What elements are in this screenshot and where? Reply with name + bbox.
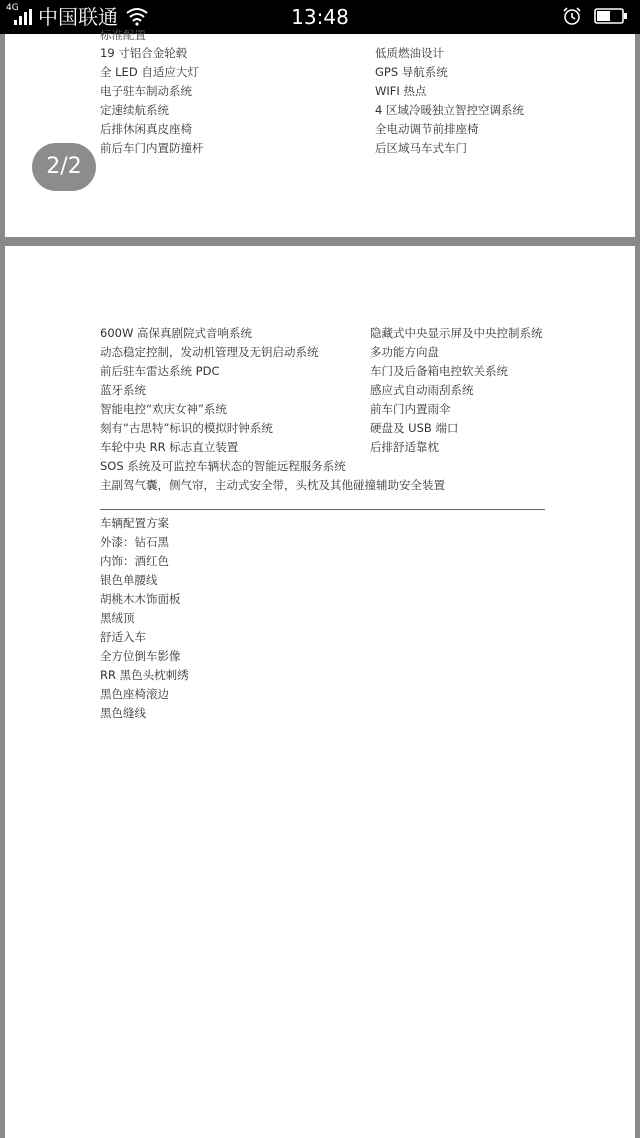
- config-item: 全方位倒车影像: [100, 649, 181, 663]
- clock-time: 13:48: [291, 5, 349, 29]
- feature-left: 主副驾气囊，侧气帘，主动式安全带，头枕及其他碰撞辅助安全装置: [100, 478, 445, 492]
- feature-left: 定速续航系统: [100, 103, 169, 117]
- feature-right: 车门及后备箱电控软关系统: [370, 364, 508, 378]
- feature-right: 硬盘及 USB 端口: [370, 421, 459, 435]
- feature-right: GPS 导航系统: [375, 65, 448, 79]
- battery-icon: [594, 8, 628, 24]
- feature-left: 后排休闲真皮座椅: [100, 122, 192, 136]
- config-item: 外漆：钻石黑: [100, 535, 169, 549]
- feature-right: 隐藏式中央显示屏及中央控制系统: [370, 326, 543, 340]
- feature-right: 后区域马车式车门: [375, 141, 467, 155]
- config-item: RR 黑色头枕刺绣: [100, 668, 189, 682]
- status-bar: [0, 0, 640, 34]
- config-item: 黑绒顶: [100, 611, 135, 625]
- feature-left: SOS 系统及可监控车辆状态的智能远程服务系统: [100, 459, 346, 473]
- document-page-1: [5, 28, 635, 237]
- feature-left: 600W 高保真剧院式音响系统: [100, 326, 252, 340]
- partial-heading: 标准配置: [100, 28, 146, 42]
- feature-right: 低质燃油设计: [375, 46, 444, 60]
- feature-left: 前后车门内置防撞杆: [100, 141, 204, 155]
- feature-left: 电子驻车制动系统: [100, 84, 192, 98]
- network-type-label: 4G: [6, 3, 19, 13]
- feature-left: 刻有“古思特”标识的模拟时钟系统: [100, 421, 273, 435]
- carrier-name: 中国联通: [38, 5, 118, 29]
- feature-right: 多功能方向盘: [370, 345, 439, 359]
- config-heading: 车辆配置方案: [100, 516, 169, 530]
- feature-right: WIFI 热点: [375, 84, 427, 98]
- feature-right: 后排舒适靠枕: [370, 440, 439, 454]
- feature-left: 全 LED 自适应大灯: [100, 65, 199, 79]
- feature-left: 智能电控“欢庆女神”系统: [100, 402, 227, 416]
- feature-right: 全电动调节前排座椅: [375, 122, 479, 136]
- document-page-2: [5, 246, 635, 1138]
- feature-right: 前车门内置雨伞: [370, 402, 451, 416]
- section-divider: [100, 509, 545, 510]
- config-item: 内饰：酒红色: [100, 554, 169, 568]
- config-item: 胡桃木木饰面板: [100, 592, 181, 606]
- feature-left: 19 寸铝合金轮毂: [100, 46, 188, 60]
- feature-left: 蓝牙系统: [100, 383, 146, 397]
- config-item: 黑色缝线: [100, 706, 146, 720]
- config-item: 舒适入车: [100, 630, 146, 644]
- config-item: 银色单腰线: [100, 573, 158, 587]
- feature-left: 前后驻车雷达系统 PDC: [100, 364, 220, 378]
- config-item: 黑色座椅滚边: [100, 687, 169, 701]
- feature-right: 感应式自动雨刮系统: [370, 383, 474, 397]
- feature-left: 动态稳定控制，发动机管理及无钥启动系统: [100, 345, 319, 359]
- page-indicator-badge: 2/2: [32, 143, 96, 191]
- alarm-clock-icon: [562, 6, 582, 26]
- feature-right: 4 区域冷暖独立智控空调系统: [375, 103, 524, 117]
- feature-left: 车轮中央 RR 标志直立装置: [100, 440, 239, 454]
